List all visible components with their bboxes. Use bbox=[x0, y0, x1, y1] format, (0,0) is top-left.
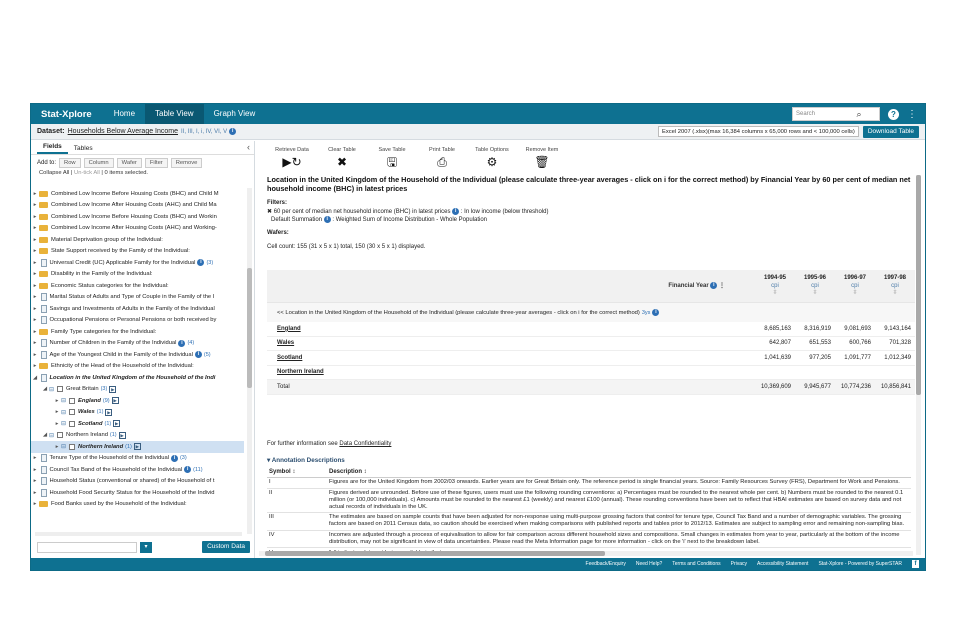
table-vertical-scrollbar[interactable] bbox=[916, 175, 921, 555]
tree-node-label: Material Deprivation group of the Individual: bbox=[51, 236, 163, 243]
tree-node-label: Combined Low Income After Housing Costs (AHC) and Child Ma bbox=[51, 202, 217, 209]
annotation-row bbox=[267, 478, 911, 489]
clear-table-button[interactable] bbox=[317, 147, 367, 168]
table-cell: 651,553 bbox=[809, 340, 831, 347]
tree-node[interactable] bbox=[31, 303, 244, 315]
table-row bbox=[267, 351, 915, 366]
expand-icon[interactable]: ▸ bbox=[55, 409, 59, 416]
expand-arrow-icon[interactable]: ▶ bbox=[113, 398, 117, 404]
footer bbox=[31, 558, 925, 570]
table-cell: 600,766 bbox=[849, 340, 871, 347]
document-icon bbox=[41, 374, 47, 382]
expand-icon[interactable]: ◢ bbox=[42, 386, 48, 393]
year-label: 1995-96 bbox=[803, 275, 827, 281]
tree-node-gb-child[interactable] bbox=[31, 418, 244, 430]
info-icon[interactable]: i bbox=[229, 128, 236, 135]
footer-powered-by: Stat-Xplore - Powered by SuperSTAR bbox=[818, 561, 902, 567]
tree-node-label: Occupational Pensions or Personal Pensions or both received by bbox=[49, 317, 217, 324]
tree-node-label: Marital Status of Adults and Type of Couple in the Family of the I bbox=[49, 294, 215, 301]
count-badge: (1) bbox=[125, 443, 132, 450]
row-header-suffix: 3ys bbox=[641, 309, 651, 316]
filter-name: 60 per cent of median net household income (BHC) in latest prices bbox=[273, 208, 451, 215]
tree-node-great-britain[interactable] bbox=[31, 384, 244, 396]
folder-icon bbox=[39, 202, 48, 208]
tree-node-label: Household Food Security Status for the Household of the Individ bbox=[49, 489, 215, 496]
expand-icon[interactable]: ▸ bbox=[33, 340, 37, 347]
close-icon: ✖ bbox=[336, 155, 348, 169]
count-badge: (3) bbox=[206, 259, 214, 266]
document-icon bbox=[41, 489, 47, 497]
play-icon: ▶↻ bbox=[282, 155, 302, 169]
trash-icon: 🗑 bbox=[534, 155, 550, 169]
folder-icon bbox=[39, 191, 48, 197]
row-label: Total bbox=[277, 383, 290, 390]
expand-icon[interactable]: ▸ bbox=[33, 202, 37, 209]
tree-node-label: Number of Children in the Family of the Individual bbox=[49, 340, 177, 347]
expand-icon[interactable]: ▸ bbox=[33, 466, 37, 473]
table-row bbox=[267, 380, 915, 395]
selected-count: 0 items selected. bbox=[104, 170, 149, 176]
table-cell: 9,143,164 bbox=[884, 325, 911, 332]
document-icon bbox=[41, 454, 47, 462]
search-icon[interactable]: ⌕ bbox=[856, 109, 862, 119]
tree-node[interactable] bbox=[31, 200, 244, 212]
tree-node-label: Wales bbox=[78, 409, 95, 416]
tree-node-label: Combined Low Income Before Housing Costs (BHC) and Child M bbox=[51, 190, 219, 197]
count-badge: (1) bbox=[109, 432, 117, 439]
table-cell: 8,685,163 bbox=[764, 325, 791, 332]
tab-fields[interactable]: Fields bbox=[37, 141, 68, 154]
year-sub: cpi bbox=[891, 282, 899, 289]
gear-icon: ⚙ bbox=[486, 155, 498, 169]
collapse-minus-icon[interactable]: ⊟ bbox=[61, 398, 67, 405]
expand-icon[interactable]: ▸ bbox=[33, 271, 37, 278]
tree-node[interactable] bbox=[31, 234, 244, 246]
folder-icon bbox=[39, 329, 48, 335]
summation-value: : Weighted Sum of Income Distribution - Whole Population bbox=[332, 217, 488, 224]
count-badge: (3) bbox=[100, 386, 108, 393]
dataset-bar bbox=[31, 124, 925, 140]
row-button[interactable]: Row bbox=[59, 158, 81, 168]
row-label[interactable]: Scotland bbox=[277, 354, 303, 361]
more-menu-icon[interactable]: ⋮ bbox=[907, 108, 917, 120]
expand-icon[interactable]: ▸ bbox=[33, 501, 37, 508]
checkbox[interactable] bbox=[69, 421, 75, 427]
superstar-logo: f bbox=[912, 560, 919, 568]
expand-icon[interactable]: ▸ bbox=[33, 351, 37, 358]
dataset-name[interactable]: Households Below Average Income bbox=[67, 128, 179, 135]
untick-all-link[interactable]: Un-tick All bbox=[74, 170, 100, 176]
year-column-header[interactable] bbox=[835, 275, 875, 298]
custom-data-input[interactable] bbox=[37, 542, 137, 553]
row-label[interactable]: Northern Ireland bbox=[277, 369, 324, 376]
tree-node-label: Northern Ireland bbox=[78, 443, 124, 450]
tree-actions: Collapse All | Un-tick All | 0 items selected. bbox=[39, 170, 149, 176]
expand-icon[interactable]: ◢ bbox=[32, 374, 38, 381]
footer-terms-link[interactable]: Terms and Conditions bbox=[672, 561, 721, 567]
table-row bbox=[267, 322, 915, 337]
dataset-codes: II, III, I, i, IV, VI, V bbox=[181, 128, 228, 135]
row-label[interactable]: England bbox=[277, 325, 301, 332]
tool-label: Clear Table bbox=[328, 147, 356, 153]
tree-scrollbar[interactable] bbox=[247, 188, 252, 534]
info-icon[interactable]: i bbox=[195, 351, 202, 358]
confidentiality-note bbox=[267, 441, 391, 447]
checkbox[interactable] bbox=[69, 398, 75, 404]
tree-node[interactable] bbox=[31, 246, 244, 258]
collapse-minus-icon[interactable]: ⊟ bbox=[61, 409, 67, 416]
table-cell: 9,945,677 bbox=[804, 383, 831, 390]
table-cell: 977,205 bbox=[809, 354, 831, 361]
collapse-all-link[interactable]: Collapse All bbox=[39, 170, 70, 176]
table-title: Location in the United Kingdom of the Household of the Individual (please calculate three-year averages - click on i for the correct method) by Financial Year by 60 per cent of median net household income (BHC) in latest prices bbox=[267, 175, 911, 193]
annotation-row bbox=[267, 531, 911, 549]
annotations bbox=[267, 457, 911, 558]
financial-year-header[interactable]: Financial Year i ⋮ bbox=[668, 282, 725, 290]
tree-node-northern-ireland-child[interactable] bbox=[31, 441, 244, 453]
table-row bbox=[267, 366, 915, 381]
top-nav bbox=[31, 104, 925, 124]
table-cell: 8,316,919 bbox=[804, 325, 831, 332]
tree-node-label: Combined Low Income Before Housing Costs (BHC) and Workin bbox=[51, 213, 217, 220]
print-icon: ⎙ bbox=[437, 155, 447, 169]
brand-logo[interactable]: Stat-Xplore bbox=[41, 108, 92, 120]
document-icon bbox=[41, 316, 47, 324]
collapse-panel-icon[interactable]: ‹ bbox=[247, 142, 250, 152]
tree-node-label: Council Tax Band of the Household of the Individual bbox=[49, 466, 183, 473]
tree-node[interactable] bbox=[31, 361, 244, 373]
table-view bbox=[259, 141, 925, 558]
tree-horizontal-scrollbar[interactable] bbox=[35, 532, 242, 536]
count-badge: (9) bbox=[102, 397, 110, 404]
annotation-text: Figures derived are unrounded. Before use of these figures, users must use the following rounding conventions: a) Percentages must be rounded to the nearest whole per cent. b) Numbers must be rounded to the nearest 0.1 million (or 100,000 individuals). c) Amounts must be rounded to the nearest £1 (weekly) and nearest £100 (annual). These rounding conventions have been set to reflect that HBAI estimates are based on survey data and not actual records of individuals in the UK. bbox=[329, 490, 904, 510]
tree-node-label: State Support received by the Family of the Individual: bbox=[51, 248, 190, 255]
expand-icon[interactable]: ▸ bbox=[33, 363, 37, 370]
folder-icon bbox=[39, 248, 48, 254]
checkbox[interactable] bbox=[69, 409, 75, 415]
folder-icon bbox=[39, 237, 48, 243]
tool-label: Remove Item bbox=[525, 147, 559, 153]
annotation-symbol: II bbox=[269, 490, 273, 497]
table-cell: 10,369,609 bbox=[760, 383, 791, 390]
count-badge: (11) bbox=[193, 466, 203, 473]
expand-icon[interactable]: ▸ bbox=[55, 397, 59, 404]
footer-privacy-link[interactable]: Privacy bbox=[730, 561, 748, 567]
expand-icon[interactable]: ▸ bbox=[33, 236, 37, 243]
footer-help-link[interactable]: Need Help? bbox=[635, 561, 663, 567]
annotation-symbol: I bbox=[269, 479, 271, 486]
save-table-button[interactable] bbox=[367, 147, 417, 168]
dropdown-icon[interactable]: ▾ bbox=[140, 542, 152, 553]
count-badge: (1) bbox=[104, 420, 112, 427]
tree-node-gb-child[interactable] bbox=[31, 395, 244, 407]
expand-icon[interactable]: ▸ bbox=[33, 328, 37, 335]
fields-panel bbox=[31, 141, 255, 558]
expand-arrow-icon[interactable]: ▶ bbox=[107, 409, 111, 415]
tree-node-label: Scotland bbox=[78, 420, 103, 427]
tree-node-label: England bbox=[78, 397, 101, 404]
tree-node[interactable] bbox=[31, 188, 244, 200]
table-cell: 10,856,841 bbox=[880, 383, 911, 390]
expand-icon[interactable]: ▸ bbox=[33, 489, 37, 496]
table-cell: 642,807 bbox=[769, 340, 791, 347]
tree-node-label: Disability in the Family of the Individual: bbox=[51, 271, 153, 278]
column-header bbox=[267, 270, 915, 302]
document-icon bbox=[41, 339, 47, 347]
year-column-header[interactable] bbox=[795, 275, 835, 298]
year-column-header[interactable] bbox=[755, 275, 795, 298]
description-column-header[interactable]: Description ↕ bbox=[329, 468, 367, 475]
year-label: 1996-97 bbox=[843, 275, 867, 281]
folder-icon bbox=[39, 214, 48, 220]
tree-node-label: Combined Low Income After Housing Costs (AHC) and Working- bbox=[51, 225, 217, 232]
expand-icon[interactable]: ▸ bbox=[33, 478, 37, 485]
retrieve-data-button[interactable] bbox=[267, 147, 317, 168]
tree-node[interactable] bbox=[31, 476, 244, 488]
info-icon[interactable]: i bbox=[184, 466, 191, 473]
document-icon bbox=[41, 477, 47, 485]
expand-icon[interactable]: ▸ bbox=[33, 317, 37, 324]
expand-icon[interactable]: ▸ bbox=[33, 455, 37, 462]
table-options-button[interactable] bbox=[467, 147, 517, 168]
tree-node[interactable] bbox=[31, 487, 244, 499]
table-horizontal-scrollbar[interactable] bbox=[259, 551, 913, 556]
table-cell: 10,774,236 bbox=[840, 383, 871, 390]
expand-icon[interactable]: ▸ bbox=[33, 225, 37, 232]
filters-label: Filters: bbox=[267, 200, 288, 206]
search-box[interactable] bbox=[792, 107, 880, 121]
document-icon bbox=[41, 466, 47, 474]
table-cell: 1,091,777 bbox=[844, 354, 871, 361]
annotation-text: Figures are for the United Kingdom from 2002/03 onwards. Earlier years are for Great Britain only. The reference period is single financial years. Source: Family Resources Survey (FRS), Department for Work and Pensions. bbox=[329, 479, 900, 486]
sort-icon[interactable]: ⇳ bbox=[812, 290, 818, 296]
checkbox[interactable] bbox=[69, 444, 75, 450]
column-button[interactable]: Column bbox=[84, 158, 114, 168]
expand-icon[interactable]: ▸ bbox=[33, 213, 37, 220]
table-row bbox=[267, 337, 915, 352]
symbol-column-header[interactable]: Symbol ↕ bbox=[269, 468, 296, 475]
tree-node[interactable] bbox=[31, 315, 244, 327]
expand-icon[interactable]: ◢ bbox=[42, 432, 48, 439]
tree-node-gb-child[interactable] bbox=[31, 407, 244, 419]
tree-node-label: Food Banks used by the Household of the Individual: bbox=[51, 501, 187, 508]
filter-button[interactable]: Filter bbox=[145, 158, 168, 168]
confidentiality-text: For further information see bbox=[267, 441, 338, 447]
document-icon bbox=[41, 293, 47, 301]
tool-label: Table Options bbox=[475, 147, 509, 153]
sort-icon[interactable]: ⇳ bbox=[852, 290, 858, 296]
tree-node-location[interactable] bbox=[31, 372, 244, 384]
table-cell: 701,328 bbox=[889, 340, 911, 347]
remove-filter-icon[interactable]: ✖ bbox=[267, 208, 273, 215]
print-table-button[interactable] bbox=[417, 147, 467, 168]
footer-accessibility-link[interactable]: Accessibility Statement bbox=[757, 561, 809, 567]
summation-row bbox=[259, 216, 925, 225]
tree-node[interactable] bbox=[31, 349, 244, 361]
count-badge: (3) bbox=[179, 455, 187, 462]
annotation-row bbox=[267, 513, 911, 531]
tool-label: Retrieve Data bbox=[275, 147, 309, 153]
tool-label: Save Table bbox=[378, 147, 406, 153]
checkbox[interactable] bbox=[57, 386, 63, 392]
annotation-text: The estimates are based on sample counts that have been adjusted for non-response using multi-purpose grossing factors that control for tenure type, Council Tax Band and a number of demographic variables. The grossing factors are based on 2011 Census data, so caution should be exercised when making comparisons with published reports and tables prior to 2012/13. Estimates are subject to sampling error and remaining non-sampling bias. bbox=[329, 514, 905, 528]
count-badge: (4) bbox=[187, 340, 195, 347]
expand-arrow-icon[interactable]: ▶ bbox=[135, 444, 140, 450]
tree-node[interactable] bbox=[31, 269, 244, 281]
tree-node-northern-ireland[interactable] bbox=[31, 430, 244, 442]
tree-node-label: Family Type categories for the Individual: bbox=[51, 328, 157, 335]
tab-tables[interactable]: Tables bbox=[73, 145, 93, 152]
info-icon[interactable]: i bbox=[324, 216, 331, 223]
year-label: 1997-98 bbox=[883, 275, 907, 281]
count-badge: (1) bbox=[96, 409, 104, 416]
tree-node-label: Northern Ireland bbox=[66, 432, 108, 439]
tree-node[interactable] bbox=[31, 499, 244, 511]
document-icon bbox=[41, 305, 47, 313]
remove-item-button[interactable] bbox=[517, 147, 567, 168]
annotation-row bbox=[267, 489, 911, 513]
tree-node-label: Universal Credit (UC) Applicable Family for the Individual bbox=[49, 259, 196, 266]
tree-node-label: Age of the Youngest Child in the Family of the Individual bbox=[49, 351, 193, 358]
folder-icon bbox=[39, 283, 48, 289]
year-sub: cpi bbox=[851, 282, 859, 289]
info-icon[interactable]: i bbox=[197, 259, 204, 266]
tree-node[interactable] bbox=[31, 280, 244, 292]
data-table bbox=[267, 270, 915, 395]
year-column-header[interactable] bbox=[875, 275, 915, 298]
expand-icon[interactable]: ▸ bbox=[55, 420, 59, 427]
tool-label: Print Table bbox=[429, 147, 455, 153]
nav-table-view[interactable]: Table View bbox=[145, 104, 204, 124]
tree-node-label: Location in the United Kingdom of the Household of the Indi bbox=[49, 374, 216, 381]
expand-icon[interactable]: ▸ bbox=[33, 259, 37, 266]
nav-home[interactable]: Home bbox=[113, 109, 136, 118]
row-label[interactable]: Wales bbox=[277, 340, 295, 347]
document-icon bbox=[41, 351, 47, 359]
format-select[interactable]: Excel 2007 (.xlsx)(max 16,384 columns x 65,000 rows and < 100,000 cells) bbox=[658, 126, 859, 137]
expand-icon[interactable]: ▸ bbox=[33, 282, 37, 289]
table-toolbar bbox=[259, 141, 925, 173]
expand-icon[interactable]: ▸ bbox=[33, 190, 37, 197]
collapse-minus-icon[interactable]: ⊟ bbox=[61, 421, 67, 428]
folder-icon bbox=[39, 363, 48, 369]
tree-node-label: Great Britain bbox=[66, 386, 99, 393]
custom-data-button[interactable]: Custom Data bbox=[202, 541, 250, 553]
sort-icon[interactable]: ⇳ bbox=[892, 290, 898, 296]
nav-graph-view[interactable]: Graph View bbox=[213, 109, 256, 118]
collapse-minus-icon[interactable]: ⊟ bbox=[61, 444, 67, 451]
tree-node[interactable] bbox=[31, 453, 244, 465]
save-icon: 🖫 bbox=[386, 155, 398, 169]
help-icon[interactable]: ? bbox=[888, 109, 899, 120]
tree-node[interactable] bbox=[31, 326, 244, 338]
info-icon[interactable]: i bbox=[652, 309, 659, 316]
add-to-bar bbox=[31, 155, 254, 170]
footer-feedback-link[interactable]: Feedback/Enquiry bbox=[585, 561, 626, 567]
annotation-text: Incomes are adjusted through a process of equivalisation to allow for fair comparison across different household sizes and compositions. Small changes in estimates from year to year, particularly at the bottom of the income distribution, may not be significant in view of data uncertainties. Please read the Meta Information page for more information - click on the 'i' next to the breakdown label. bbox=[329, 532, 900, 545]
filter-row bbox=[259, 208, 925, 217]
search-input[interactable]: Search bbox=[796, 111, 816, 117]
filter-value: : In low income (below threshold) bbox=[460, 208, 549, 215]
sort-icon[interactable]: ⇳ bbox=[772, 290, 778, 296]
tree-node-label: Economic Status categories for the Individual: bbox=[51, 282, 169, 289]
year-label: 1994-95 bbox=[763, 275, 787, 281]
app-window bbox=[30, 103, 926, 571]
year-sub: cpi bbox=[771, 282, 779, 289]
document-icon bbox=[41, 259, 47, 267]
remove-button[interactable]: Remove bbox=[171, 158, 203, 168]
tree-node[interactable] bbox=[31, 464, 244, 476]
folder-icon bbox=[39, 501, 48, 507]
table-cell: 9,081,693 bbox=[844, 325, 871, 332]
field-tree bbox=[31, 188, 244, 538]
expand-icon[interactable]: ▸ bbox=[33, 305, 37, 312]
wafer-button[interactable]: Wafer bbox=[117, 158, 142, 168]
summation-name: Default Summation bbox=[271, 217, 323, 224]
info-icon[interactable]: i bbox=[178, 340, 185, 347]
folder-icon bbox=[39, 271, 48, 277]
annotation-symbol: IV bbox=[269, 532, 275, 539]
info-icon[interactable]: i bbox=[452, 208, 459, 215]
data-confidentiality-link[interactable]: Data Confidentiality bbox=[339, 441, 392, 447]
year-sub: cpi bbox=[811, 282, 819, 289]
wafers-label: Wafers: bbox=[267, 229, 289, 236]
annotations-heading[interactable]: ▾ Annotation Descriptions bbox=[267, 457, 345, 464]
table-cell: 1,041,639 bbox=[764, 354, 791, 361]
table-cell: 1,012,349 bbox=[884, 354, 911, 361]
dataset-label: Dataset: bbox=[37, 128, 65, 135]
tree-node[interactable] bbox=[31, 223, 244, 235]
add-to-label: Add to: bbox=[37, 159, 57, 166]
cell-count: Cell count: 155 (31 x 5 x 1) total, 150 (30 x 5 x 1) displayed. bbox=[267, 244, 426, 251]
tree-node-label: Savings and Investments of Adults in the Family of the Individual bbox=[49, 305, 215, 312]
collapse-minus-icon[interactable]: ⊟ bbox=[49, 432, 55, 439]
expand-icon[interactable]: ▸ bbox=[33, 248, 37, 255]
row-header bbox=[267, 302, 915, 322]
info-icon[interactable]: i bbox=[171, 455, 178, 462]
tree-node[interactable] bbox=[31, 338, 244, 350]
collapse-minus-icon[interactable]: ⊟ bbox=[49, 386, 55, 393]
expand-icon[interactable]: ▸ bbox=[33, 294, 37, 301]
expand-arrow-icon[interactable]: ▶ bbox=[120, 432, 124, 438]
folder-icon bbox=[39, 225, 48, 231]
tree-node-label: Ethnicity of the Head of the Household of the Individual: bbox=[51, 363, 194, 370]
download-table-button[interactable]: Download Table bbox=[863, 126, 919, 138]
tree-node[interactable] bbox=[31, 257, 244, 269]
expand-icon[interactable]: ▸ bbox=[55, 443, 59, 450]
expand-arrow-icon[interactable]: ▶ bbox=[111, 386, 115, 392]
tree-node-label: Tenure Type of the Household of the Individual bbox=[49, 455, 169, 462]
count-badge: (5) bbox=[203, 351, 211, 358]
tree-node[interactable] bbox=[31, 292, 244, 304]
annotation-symbol: III bbox=[269, 514, 274, 521]
tree-node-label: Household Status (conventional or shared) of the Household of t bbox=[49, 478, 215, 485]
checkbox[interactable] bbox=[57, 432, 63, 438]
tree-node[interactable] bbox=[31, 211, 244, 223]
expand-arrow-icon[interactable]: ▶ bbox=[115, 421, 119, 427]
row-header-label[interactable]: << Location in the United Kingdom of the Household of the Individual (please calculate three-year averages - click on i for the correct method) bbox=[277, 309, 640, 316]
